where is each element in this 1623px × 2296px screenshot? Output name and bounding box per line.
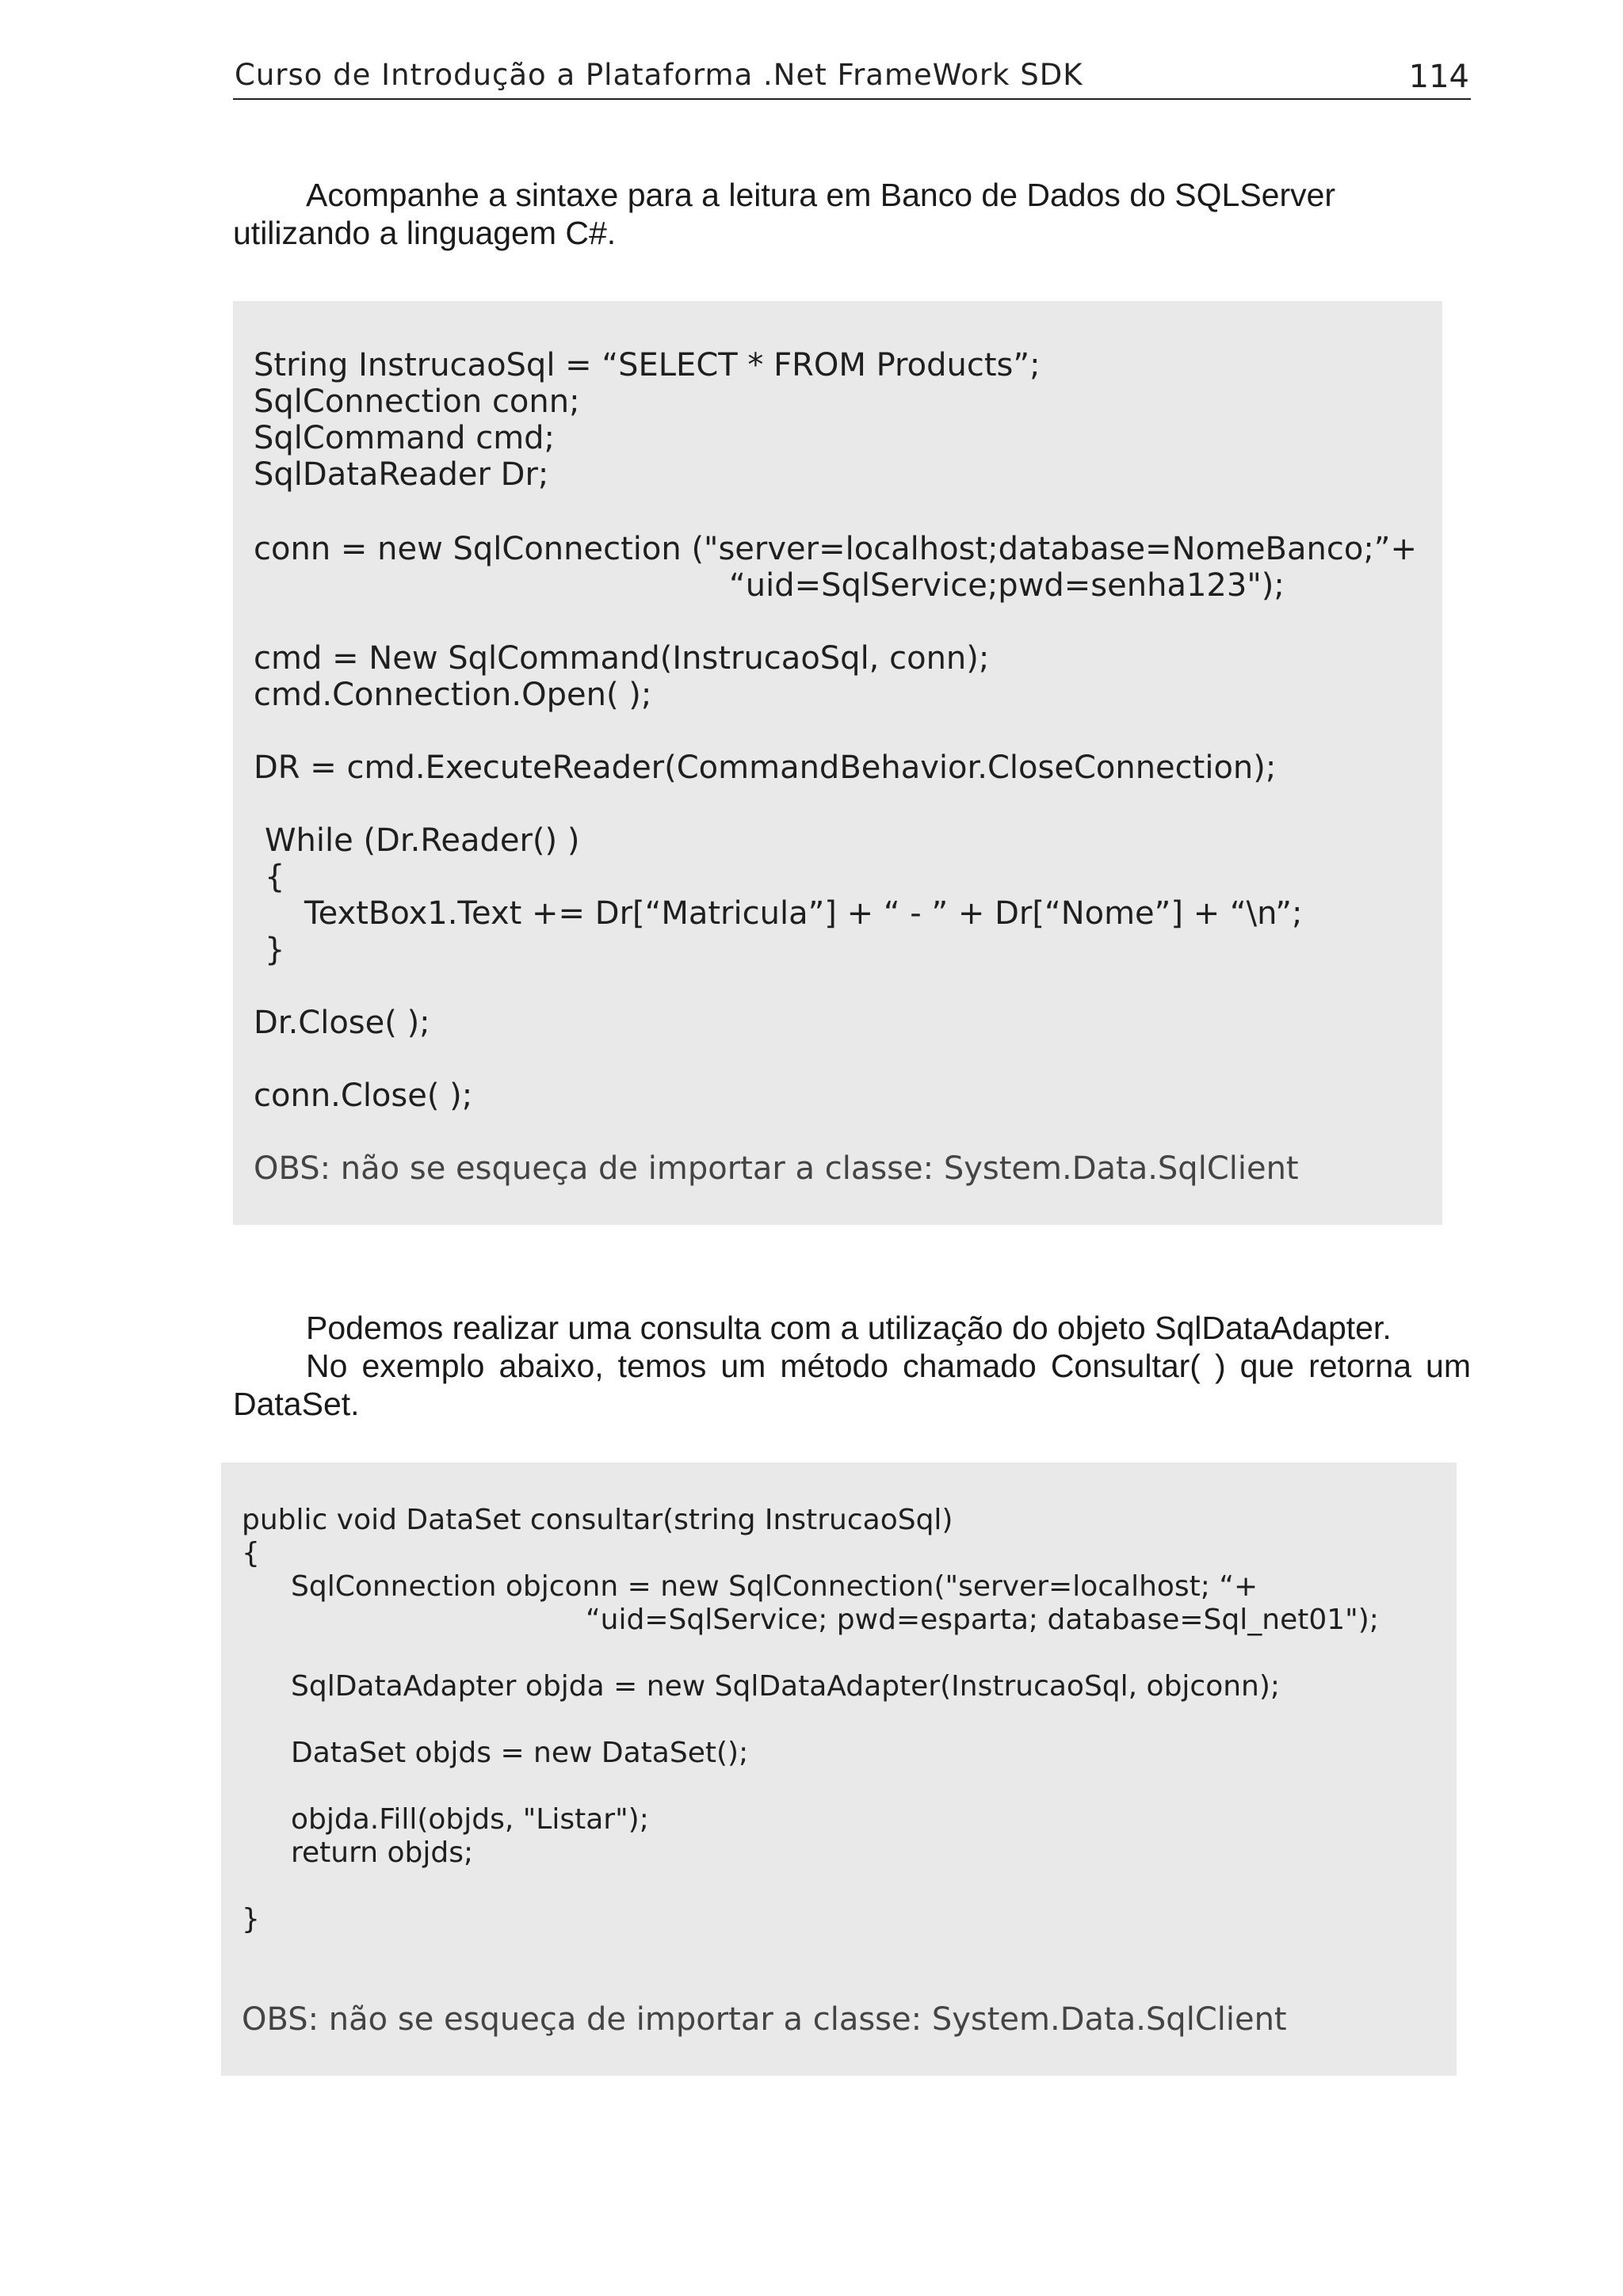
page-header bbox=[233, 57, 1471, 100]
code-line: SqlConnection objconn = new SqlConnection("server=localhost; “+ bbox=[291, 1570, 1258, 1603]
intro-paragraph bbox=[233, 176, 1471, 252]
code-line: { bbox=[265, 859, 285, 895]
code-line: “uid=SqlService; pwd=esparta; database=Sql_net01"); bbox=[586, 1604, 1379, 1636]
code-line: Dr.Close( ); bbox=[254, 1005, 430, 1041]
code-line: SqlConnection conn; bbox=[254, 383, 580, 420]
page-number: 114 bbox=[1408, 59, 1469, 95]
code-line: cmd.Connection.Open( ); bbox=[254, 677, 652, 713]
code-line: While (Dr.Reader() ) bbox=[265, 822, 580, 859]
code-line: String InstrucaoSql = “SELECT * FROM Products”; bbox=[254, 347, 1041, 383]
paragraph-line: No exemplo abaixo, temos um método chamado Consultar( ) que retorna um DataSet. bbox=[233, 1348, 1471, 1422]
code-line: conn.Close( ); bbox=[254, 1077, 473, 1114]
intro-text: Acompanhe a sintaxe para a leitura em Banco de Dados do SQLServer utilizando a linguagem C#. bbox=[233, 177, 1336, 251]
code-line: DataSet objds = new DataSet(); bbox=[291, 1737, 749, 1769]
code-line: conn = new SqlConnection ("server=localhost;database=NomeBanco;”+ bbox=[254, 531, 1418, 567]
header-title: Curso de Introdução a Plataforma .Net FrameWork SDK bbox=[235, 58, 1083, 92]
code-line: cmd = New SqlCommand(InstrucaoSql, conn); bbox=[254, 640, 990, 677]
obs-note: OBS: não se esqueça de importar a classe: System.Data.SqlClient bbox=[242, 2001, 1287, 2038]
dataadapter-paragraph bbox=[233, 1309, 1471, 1423]
code-line: } bbox=[265, 932, 285, 968]
code-line: { bbox=[242, 1537, 260, 1569]
code-block-dataadapter bbox=[221, 1463, 1457, 2076]
code-line: } bbox=[242, 1903, 260, 1936]
code-line: public void DataSet consultar(string InstrucaoSql) bbox=[242, 1504, 953, 1536]
code-line: DR = cmd.ExecuteReader(CommandBehavior.CloseConnection); bbox=[254, 749, 1277, 786]
code-block-datareader bbox=[233, 301, 1442, 1225]
code-line: SqlCommand cmd; bbox=[254, 420, 556, 456]
code-line: “uid=SqlService;pwd=senha123"); bbox=[729, 567, 1285, 604]
obs-note: OBS: não se esqueça de importar a classe: System.Data.SqlClient bbox=[254, 1150, 1299, 1187]
code-line: objda.Fill(objds, "Listar"); bbox=[291, 1803, 649, 1836]
paragraph-line: Podemos realizar uma consulta com a utilização do objeto SqlDataAdapter. bbox=[306, 1310, 1392, 1346]
code-line: SqlDataReader Dr; bbox=[254, 456, 549, 493]
code-line: return objds; bbox=[291, 1836, 474, 1869]
code-line: TextBox1.Text += Dr[“Matricula”] + “ - ” + Dr[“Nome”] + “\n”; bbox=[304, 895, 1303, 932]
code-line: SqlDataAdapter objda = new SqlDataAdapter(InstrucaoSql, objconn); bbox=[291, 1670, 1281, 1703]
